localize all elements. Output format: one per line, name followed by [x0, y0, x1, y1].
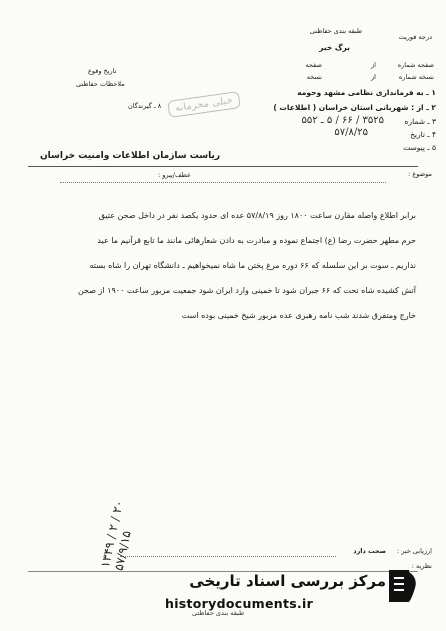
occurrence-date-label: تاریخ وقوع — [88, 67, 117, 75]
divider-top — [28, 166, 418, 167]
date-label: ۴ ـ تاریخ — [410, 130, 436, 139]
opinion-label: نظریه : — [411, 562, 432, 570]
urgency-label: درجه فوریت — [398, 33, 432, 41]
of-label-1: از — [371, 61, 376, 69]
classification-stamp: خیلی محرمانه — [167, 91, 241, 118]
body-line-2: حرم مطهر حضرت رضا (ع) اجتماع نموده و مبادرت به دادن شعارهائی مانند ما تابع قرآنیم ما عید — [97, 236, 416, 245]
recipient-line: ۱ ـ به فرمانداری نظامی مشهد وحومه — [297, 88, 436, 97]
classification-bottom: طبقه بندی حفاظتی — [192, 609, 245, 617]
form-num-label: صفحه شماره — [397, 61, 434, 69]
evaluation-value: صحت دارد — [353, 547, 386, 555]
receivers-label: ۸ ـ گیرندگان — [128, 102, 162, 110]
watermark-url: historydocuments.ir — [165, 596, 314, 611]
date-value: ۵۷/۸/۲۵ — [334, 127, 368, 138]
copy-label: نسخه — [306, 73, 322, 81]
body-line-4: آتش کشیده شاه تحت که ۶۶ جبران شود تا خمینی وارد ایران شود جمعیت مزبور ساعت ۱۹۰۰ از صحن — [77, 286, 416, 295]
ref-label: عطف/پیرو : — [158, 171, 191, 179]
evaluation-label: ارزیابی خبر : — [397, 547, 432, 555]
number-value: ۳۵۲۵ / ۶۶ / ۵ ـ ۵۵۲ — [301, 115, 384, 126]
number-label: ۳ ـ شماره — [404, 117, 436, 126]
evaluation-line — [120, 556, 336, 557]
page-label: صفحه — [305, 61, 322, 69]
cc-line: ریاست سازمان اطلاعات وامنیت خراسان — [40, 151, 221, 161]
security-notes-label: ملاحظات حفاظتی — [76, 80, 125, 88]
copy-num-label: نسخه شماره — [398, 73, 434, 81]
form-name: برگ خبر — [319, 43, 350, 52]
subject-label: موضوع : — [408, 170, 432, 178]
classification-top: طبقه بندی حفاظتی — [309, 27, 362, 35]
archive-logo-icon — [385, 566, 421, 606]
divider-subject — [60, 182, 386, 183]
body-line-5: خارج ومتفرق شدند شب نامه رهبری عده مزبور شیخ خمینی بوده است — [181, 311, 416, 320]
attachment-label: ۵ ـ پیوست — [403, 143, 436, 152]
watermark-name: مرکز بررسی اسناد تاریخی — [189, 572, 386, 590]
handwritten-note: ۱۳۴۹ / ۲ / ۲۰ ۵۷/۹/۱۵ — [98, 499, 135, 572]
body-line-1: برابر اطلاع واصله مقارن ساعت ۱۸۰۰ روز ۵۷/۸/۱۹ عده ای حدود یکصد نفر در داخل صحن عتیق — [98, 211, 416, 220]
sender-line: ۲ ـ از : شهربانی استان خراسان ( اطلاعات ) — [273, 103, 436, 112]
of-label-2: از — [371, 73, 376, 81]
body-line-3: نداریم ـ سوت بر این سلسله که ۶۶ دوره مرغ پختن ما شاه نمیخواهیم ـ دانشگاه تهران را شاه بسته — [89, 261, 416, 270]
